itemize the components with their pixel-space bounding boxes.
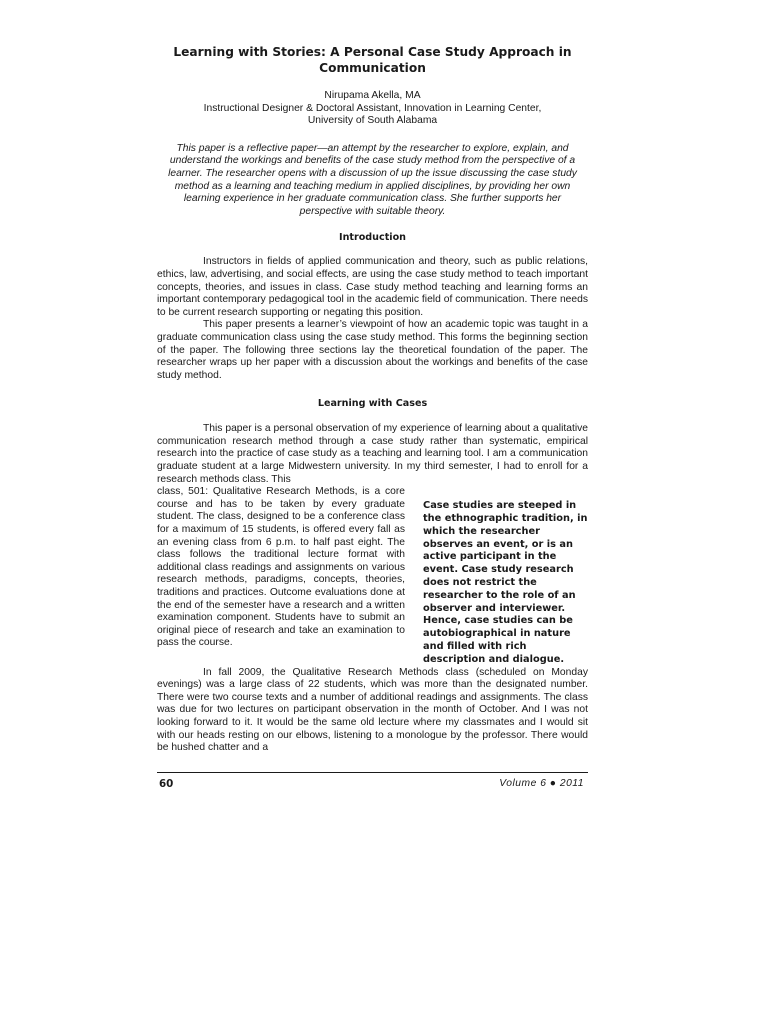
- paper-title: Learning with Stories: A Personal Case Study Approach in Communication: [173, 45, 572, 75]
- introduction-paragraph: Instructors in fields of applied communication and theory, such as public relations, ethics, law, advertising, and social effects, are using the case study method to teach important concepts, theories, and issues in class. Case study method teaching and learning forms an important contemporary pedagogical tool in the academic field of communication. There needs to be current research supporting or negating this position.: [157, 256, 588, 318]
- abstract: This paper is a reflective paper—an attempt by the researcher to explore, explain, and understand the workings and benefits of the case study method from the perspective of a learner. The researcher opens with a discussion of up the issue discussing the case study method as a learning and teaching medium in applied disciplines, by providing her own learning experience in her graduate communication class. She further supports her perspective with suitable theory.: [168, 142, 577, 217]
- page-footer: [157, 778, 588, 790]
- cases-paragraph: In fall 2009, the Qualitative Research Methods class (scheduled on Monday evenings) was a large class of 22 students, which was more than the designated number. There were two course texts and a number of additional readings and assignments. The class was due for two lectures on participant observation in the month of October. And I was not looking forward to it. It would be the same old lecture where my classmates and I would sit with our heads resting on our elbows, listening to a monologue by the professor. There would be hushed chatter and a: [157, 666, 588, 754]
- author-affiliation: Instructional Designer & Doctoral Assistant, Innovation in Learning Center,: [203, 102, 542, 114]
- pull-quote: Case studies are steeped in the ethnographic tradition, in which the researcher observes an event, or is an active participant in the event. Case study research does not restrict the researcher to the role of an observer and interviewer. Hence, case studies can be autobiographical in nature and filled with rich description and dialogue.: [423, 500, 588, 665]
- author-block: [157, 90, 588, 128]
- cases-paragraph-continued: class, 501: Qualitative Research Methods, is a core course and has to be taken by every graduate student. The class, designed to be a conference class for a maximum of 15 students, is offered every fall as an evening class from 6 p.m. to half past eight. The class follows the traditional lecture format with additional class readings and assignments on various research methods, paradigms, concepts, theories, traditions and practices. Outcome evaluations done at the end of the semester have a research and a written examination component. Students have to submit an original piece of research and take an examination to pass the course.: [157, 486, 405, 649]
- text-with-pull-quote: [157, 486, 588, 666]
- learning-with-cases-body: [157, 423, 588, 754]
- footer-divider: [157, 772, 588, 773]
- journal-page: [157, 44, 588, 755]
- introduction-heading: Introduction: [339, 232, 406, 244]
- volume-label: Volume 6 ● 2011: [499, 778, 584, 789]
- learning-with-cases-heading: Learning with Cases: [317, 398, 428, 410]
- introduction-paragraph: This paper presents a learner’s viewpoint of how an academic topic was taught in a graduate communication class using the case study method. This forms the beginning section of the paper. The following three sections lay the theoretical foundation of the paper. The researcher wraps up her paper with a discussion about the workings and benefits of the case study method.: [157, 319, 588, 381]
- page-number: 60: [159, 778, 174, 790]
- author-name: Nirupama Akella, MA: [324, 90, 421, 101]
- introduction-body: [157, 256, 588, 382]
- author-institution: University of South Alabama: [307, 115, 438, 127]
- cases-paragraph: This paper is a personal observation of my experience of learning about a qualitative communication research method through a case study rather than systematic, empirical research into the practice of case study as a teaching and learning tool. I am a communication graduate student at a large Midwestern university. In my third semester, I had to enroll for a research methods class. This: [157, 423, 588, 485]
